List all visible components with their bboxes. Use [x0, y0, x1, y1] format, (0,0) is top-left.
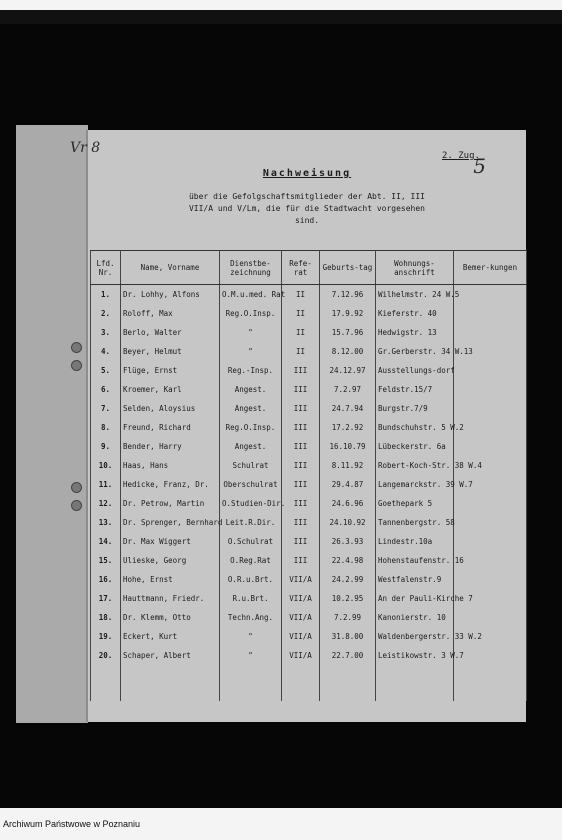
cell-title: " — [220, 329, 282, 348]
table-row — [91, 329, 527, 348]
cell-nr: 10. — [91, 462, 121, 481]
empty-cell — [121, 671, 220, 701]
cell-remarks — [454, 443, 527, 462]
cell-name: Hedicke, Franz, Dr. — [121, 481, 220, 500]
cell-remarks — [454, 519, 527, 538]
cell-name: Hauttmann, Friedr. — [121, 595, 220, 614]
cell-dept: VII/A — [282, 576, 320, 595]
cell-name: Dr. Klemm, Otto — [121, 614, 220, 633]
cell-dept: II — [282, 329, 320, 348]
cell-dept: III — [282, 557, 320, 576]
cell-nr: 3. — [91, 329, 121, 348]
subtitle-line: über die Gefolgschaftsmitglieder der Abt. II, III — [188, 192, 425, 201]
table-row — [91, 367, 527, 386]
cell-address: Ausstellungs-dorf — [376, 367, 454, 386]
table-row — [91, 519, 527, 538]
cell-address: An der Pauli-Kirche 7 — [376, 595, 454, 614]
cell-name: Flüge, Ernst — [121, 367, 220, 386]
cell-birth: 24.12.97 — [320, 367, 376, 386]
table-row — [91, 633, 527, 652]
cell-title: Reg.O.Insp. — [220, 424, 282, 443]
cell-dept: III — [282, 519, 320, 538]
cell-dept: III — [282, 386, 320, 405]
table-row — [91, 538, 527, 557]
cell-nr: 16. — [91, 576, 121, 595]
cell-name: Roloff, Max — [121, 310, 220, 329]
cell-dept: VII/A — [282, 633, 320, 652]
table-row — [91, 386, 527, 405]
cell-remarks — [454, 405, 527, 424]
cell-nr: 1. — [91, 285, 121, 311]
table-row — [91, 424, 527, 443]
cell-title: " — [220, 633, 282, 652]
cell-title: Reg.O.Insp. — [220, 310, 282, 329]
cell-dept: III — [282, 481, 320, 500]
table-row — [91, 652, 527, 671]
cell-dept: VII/A — [282, 614, 320, 633]
cell-birth: 22.7.00 — [320, 652, 376, 671]
cell-remarks — [454, 576, 527, 595]
column-header: Lfd. Nr. — [91, 251, 121, 285]
cell-title: Schulrat — [220, 462, 282, 481]
cell-address: Robert-Koch-Str. 38 W.4 — [376, 462, 454, 481]
column-header: Refe-rat — [282, 251, 320, 285]
table-row — [91, 285, 527, 311]
cell-nr: 20. — [91, 652, 121, 671]
cell-address: Lindestr.10a — [376, 538, 454, 557]
cell-nr: 11. — [91, 481, 121, 500]
cell-remarks — [454, 424, 527, 443]
cell-remarks — [454, 652, 527, 671]
cell-nr: 13. — [91, 519, 121, 538]
cell-nr: 4. — [91, 348, 121, 367]
cell-title: O.M.u.med. Rat — [220, 285, 282, 311]
cell-nr: 12. — [91, 500, 121, 519]
table-filler-row — [91, 671, 527, 701]
cell-dept: III — [282, 405, 320, 424]
subtitle-line: sind. — [294, 216, 320, 225]
cell-name: Dr. Lohhy, Alfons — [121, 285, 220, 311]
cell-birth: 8.11.92 — [320, 462, 376, 481]
cell-dept: VII/A — [282, 595, 320, 614]
cell-birth: 15.7.96 — [320, 329, 376, 348]
empty-cell — [454, 671, 527, 701]
table-header-row — [91, 251, 527, 285]
cell-address: Kanonierstr. 10 — [376, 614, 454, 633]
cell-title: O.Studien-Dir. — [220, 500, 282, 519]
cell-name: Ulieske, Georg — [121, 557, 220, 576]
cell-dept: II — [282, 348, 320, 367]
cell-remarks — [454, 285, 527, 311]
punch-hole — [71, 360, 82, 371]
cell-nr: 14. — [91, 538, 121, 557]
empty-cell — [376, 671, 454, 701]
archive-caption: Archiwum Państwowe w Poznaniu — [3, 819, 141, 829]
cell-name: Selden, Aloysius — [121, 405, 220, 424]
cell-remarks — [454, 329, 527, 348]
cell-remarks — [454, 557, 527, 576]
cell-birth: 24.7.94 — [320, 405, 376, 424]
cell-title: Oberschulrat — [220, 481, 282, 500]
cell-name: Berlo, Walter — [121, 329, 220, 348]
cell-name: Eckert, Kurt — [121, 633, 220, 652]
cell-address: Lübeckerstr. 6a — [376, 443, 454, 462]
cell-name: Kroemer, Karl — [121, 386, 220, 405]
punch-hole — [71, 482, 82, 493]
cell-address: Langemarckstr. 39 W.7 — [376, 481, 454, 500]
cell-birth: 26.3.93 — [320, 538, 376, 557]
column-header: Wohnungs-anschrift — [376, 251, 454, 285]
cell-remarks — [454, 614, 527, 633]
cell-nr: 5. — [91, 367, 121, 386]
cell-birth: 29.4.87 — [320, 481, 376, 500]
cell-address: Tannenbergstr. 58 — [376, 519, 454, 538]
cell-name: Dr. Max Wiggert — [121, 538, 220, 557]
cell-name: Beyer, Helmut — [121, 348, 220, 367]
punch-hole — [71, 342, 82, 353]
cell-address: Bundschuhstr. 5 W.2 — [376, 424, 454, 443]
cell-address: Gr.Gerberstr. 34 W.13 — [376, 348, 454, 367]
cell-nr: 8. — [91, 424, 121, 443]
cell-title: R.u.Brt. — [220, 595, 282, 614]
punch-hole — [71, 500, 82, 511]
cell-title: Reg.-Insp. — [220, 367, 282, 386]
table-row — [91, 481, 527, 500]
cell-birth: 7.2.97 — [320, 386, 376, 405]
cell-title: " — [220, 348, 282, 367]
cell-remarks — [454, 538, 527, 557]
corner-note: Vr 8 — [70, 140, 101, 156]
personnel-table — [90, 250, 527, 701]
cell-dept: III — [282, 443, 320, 462]
empty-cell — [220, 671, 282, 701]
cell-birth: 17.2.92 — [320, 424, 376, 443]
cell-name: Dr. Sprenger, Bernhard — [121, 519, 220, 538]
cell-name: Schaper, Albert — [121, 652, 220, 671]
cell-title: Techn.Ang. — [220, 614, 282, 633]
cell-address: Westfalenstr.9 — [376, 576, 454, 595]
cell-birth: 7.12.96 — [320, 285, 376, 311]
cell-title: " — [220, 652, 282, 671]
cell-nr: 7. — [91, 405, 121, 424]
cell-name: Hohe, Ernst — [121, 576, 220, 595]
cell-dept: III — [282, 424, 320, 443]
cell-name: Bender, Harry — [121, 443, 220, 462]
cell-birth: 8.12.00 — [320, 348, 376, 367]
cell-nr: 18. — [91, 614, 121, 633]
subtitle-line: VII/A und V/Lm, die für die Stadtwacht vorgesehen — [188, 204, 425, 213]
cell-title: Angest. — [220, 386, 282, 405]
cell-name: Freund, Richard — [121, 424, 220, 443]
table-row — [91, 576, 527, 595]
cell-address: Waldenbergerstr. 33 W.2 — [376, 633, 454, 652]
cell-dept: III — [282, 500, 320, 519]
cell-address: Hohenstaufenstr. 16 — [376, 557, 454, 576]
cell-remarks — [454, 386, 527, 405]
cell-birth: 7.2.99 — [320, 614, 376, 633]
document-title: Nachweisung — [262, 168, 352, 179]
cell-nr: 6. — [91, 386, 121, 405]
table-row — [91, 443, 527, 462]
cell-title: Angest. — [220, 443, 282, 462]
film-frame-top — [0, 10, 562, 24]
cell-nr: 15. — [91, 557, 121, 576]
column-header: Name, Vorname — [121, 251, 220, 285]
cell-birth: 24.2.99 — [320, 576, 376, 595]
cell-remarks — [454, 367, 527, 386]
table-row — [91, 557, 527, 576]
cell-nr: 2. — [91, 310, 121, 329]
cell-remarks — [454, 310, 527, 329]
table-row — [91, 462, 527, 481]
table-row — [91, 500, 527, 519]
cell-birth: 31.8.00 — [320, 633, 376, 652]
cell-dept: VII/A — [282, 652, 320, 671]
cell-address: Burgstr.7/9 — [376, 405, 454, 424]
cell-birth: 22.4.98 — [320, 557, 376, 576]
cell-dept: III — [282, 367, 320, 386]
cell-title: Angest. — [220, 405, 282, 424]
empty-cell — [91, 671, 121, 701]
document-page — [70, 130, 526, 722]
cell-address: Kieferstr. 40 — [376, 310, 454, 329]
table-row — [91, 614, 527, 633]
cell-birth: 24.6.96 — [320, 500, 376, 519]
table-row — [91, 405, 527, 424]
cell-birth: 16.10.79 — [320, 443, 376, 462]
cell-nr: 19. — [91, 633, 121, 652]
cell-name: Dr. Petrow, Martin — [121, 500, 220, 519]
column-header: Dienstbe-zeichnung — [220, 251, 282, 285]
page-number: 5 — [473, 154, 486, 178]
cell-birth: 24.10.92 — [320, 519, 376, 538]
cell-remarks — [454, 500, 527, 519]
cell-birth: 10.2.95 — [320, 595, 376, 614]
cell-address: Hedwigstr. 13 — [376, 329, 454, 348]
cell-birth: 17.9.92 — [320, 310, 376, 329]
cell-dept: II — [282, 310, 320, 329]
cell-nr: 9. — [91, 443, 121, 462]
cell-dept: III — [282, 538, 320, 557]
cell-address: Wilhelmstr. 24 W.5 — [376, 285, 454, 311]
cell-title: Leit.R.Dir. — [220, 519, 282, 538]
cell-dept: II — [282, 285, 320, 311]
table-row — [91, 310, 527, 329]
cell-title: O.Schulrat — [220, 538, 282, 557]
cell-title: O.R.u.Brt. — [220, 576, 282, 595]
underlying-sheet — [16, 125, 88, 723]
column-header: Geburts-tag — [320, 251, 376, 285]
cell-dept: III — [282, 462, 320, 481]
cell-name: Haas, Hans — [121, 462, 220, 481]
cell-address: Leistikowstr. 3 W.7 — [376, 652, 454, 671]
empty-cell — [282, 671, 320, 701]
cell-title: O.Reg.Rat — [220, 557, 282, 576]
cell-nr: 17. — [91, 595, 121, 614]
table-row — [91, 348, 527, 367]
table-row — [91, 595, 527, 614]
empty-cell — [320, 671, 376, 701]
supplement-label: 2. Zug. — [442, 151, 480, 161]
cell-address: Goethepark 5 — [376, 500, 454, 519]
column-header: Bemer-kungen — [454, 251, 527, 285]
cell-address: Feldstr.15/7 — [376, 386, 454, 405]
